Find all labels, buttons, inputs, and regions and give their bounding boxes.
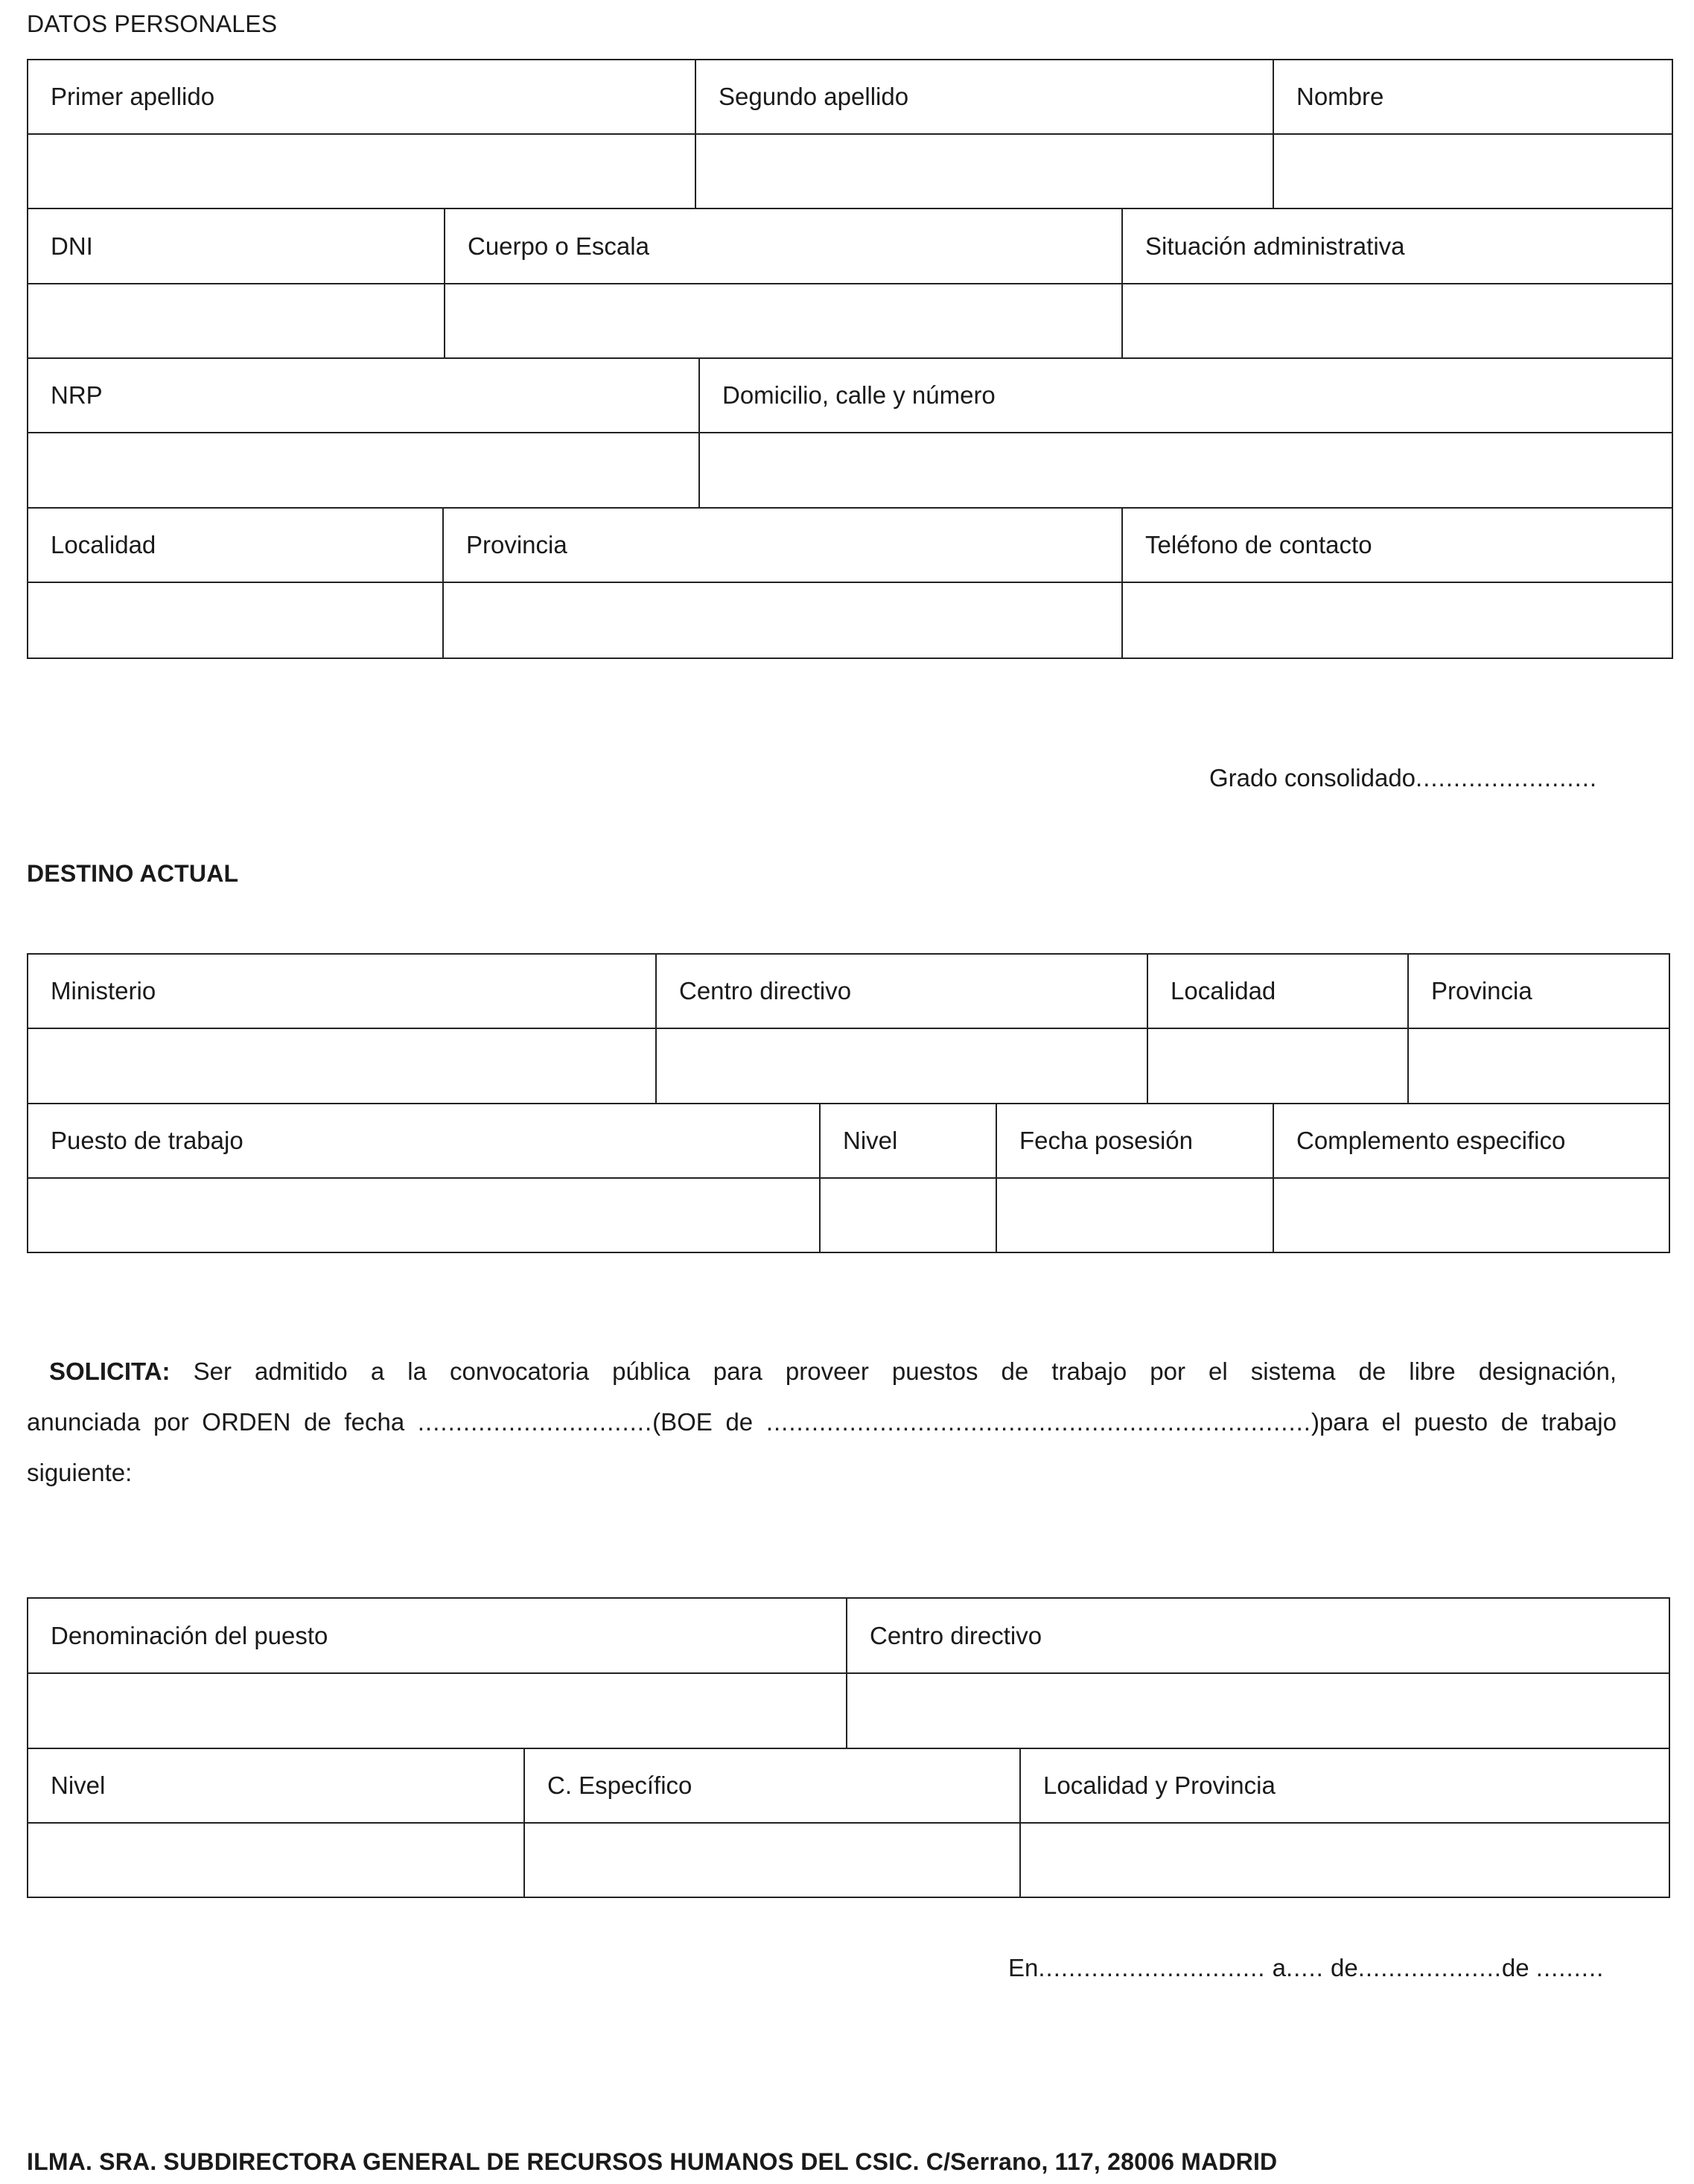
- table-row: [28, 135, 1672, 209]
- localidad-input[interactable]: [28, 583, 442, 658]
- month-field[interactable]: ...................: [1357, 1954, 1502, 1981]
- table-row: [28, 955, 1669, 1029]
- grado-consolidado-line: [1209, 764, 1597, 792]
- place-field[interactable]: ..............................: [1038, 1954, 1266, 1981]
- requested-position-table: [27, 1597, 1670, 1898]
- field-label-primer-apellido: Primer apellido: [51, 83, 215, 110]
- situacion-administrativa-input[interactable]: [1123, 284, 1672, 357]
- request-text-2b: (BOE de: [652, 1408, 754, 1436]
- grado-consolidado-label: Grado consolidado: [1209, 764, 1416, 792]
- field-label-situacion-administrativa: Situación administrativa: [1145, 232, 1405, 260]
- centro-directivo-puesto-input[interactable]: [847, 1674, 1669, 1748]
- day-field[interactable]: .....: [1285, 1954, 1324, 1981]
- field-label-nombre: Nombre: [1296, 83, 1384, 110]
- date-a-label: a: [1272, 1954, 1286, 1981]
- grado-consolidado-field[interactable]: ........................: [1416, 764, 1598, 792]
- provincia-destino-input[interactable]: [1409, 1029, 1669, 1103]
- table-row: [28, 583, 1672, 658]
- label-cell: [696, 60, 1274, 133]
- date-de-label-1: de: [1330, 1954, 1358, 1981]
- request-text-2a: anunciada por ORDEN de fecha: [27, 1408, 405, 1436]
- field-label-puesto-trabajo: Puesto de trabajo: [51, 1127, 243, 1154]
- table-row: [28, 1599, 1669, 1674]
- section-title-current: DESTINO ACTUAL: [27, 860, 239, 887]
- request-text-1: Ser admitido a la convocatoria pública para proveer puestos de trabajo por el sistema de libre designación,: [193, 1357, 1617, 1385]
- field-label-fecha-posesion: Fecha posesión: [1019, 1127, 1193, 1154]
- request-paragraph: [27, 1346, 1617, 1498]
- label-cell: [1274, 60, 1672, 133]
- ministerio-input[interactable]: [28, 1029, 655, 1103]
- nivel-input[interactable]: [821, 1179, 996, 1252]
- personal-data-table: [27, 59, 1673, 659]
- request-lead: SOLICITA:: [49, 1357, 171, 1385]
- field-label-nrp: NRP: [51, 381, 103, 409]
- field-label-nivel-puesto: Nivel: [51, 1771, 106, 1799]
- orden-fecha-field[interactable]: ...............................: [417, 1408, 653, 1436]
- telefono-input[interactable]: [1123, 583, 1672, 658]
- fecha-posesion-input[interactable]: [997, 1179, 1273, 1252]
- field-label-localidad-provincia: Localidad y Provincia: [1043, 1771, 1276, 1799]
- puesto-trabajo-input[interactable]: [28, 1179, 819, 1252]
- request-line-1: [27, 1346, 1617, 1397]
- table-row: [28, 1674, 1669, 1749]
- field-label-localidad-destino: Localidad: [1171, 977, 1276, 1005]
- dni-input[interactable]: [28, 284, 444, 357]
- field-label-centro-directivo-puesto: Centro directivo: [870, 1621, 1042, 1649]
- date-place-line: [1008, 1954, 1604, 1982]
- field-label-provincia-destino: Provincia: [1431, 977, 1532, 1005]
- boe-fecha-field[interactable]: ........................................................................: [765, 1408, 1311, 1436]
- table-row: [28, 1749, 1669, 1824]
- addressee-line: ILMA. SRA. SUBDIRECTORA GENERAL DE RECURSOS HUMANOS DEL CSIC. C/Serrano, 117, 28006 MADRID: [27, 2148, 1278, 2175]
- request-line-3: siguiente:: [27, 1459, 133, 1486]
- field-label-complemento-especifico: Complemento especifico: [1296, 1127, 1566, 1154]
- localidad-provincia-input[interactable]: [1021, 1824, 1669, 1897]
- field-label-telefono: Teléfono de contacto: [1145, 531, 1372, 558]
- field-label-localidad: Localidad: [51, 531, 156, 558]
- field-label-ministerio: Ministerio: [51, 977, 156, 1005]
- field-label-denominacion-puesto: Denominación del puesto: [51, 1621, 328, 1649]
- field-label-domicilio: Domicilio, calle y número: [722, 381, 996, 409]
- denominacion-puesto-input[interactable]: [28, 1674, 846, 1748]
- nrp-input[interactable]: [28, 433, 698, 507]
- field-label-cuerpo-escala: Cuerpo o Escala: [468, 232, 649, 260]
- table-row: [28, 509, 1672, 583]
- table-row: [28, 284, 1672, 359]
- c-especifico-input[interactable]: [525, 1824, 1019, 1897]
- table-row: [28, 60, 1672, 135]
- date-de-label-2: de: [1501, 1954, 1529, 1981]
- table-row: [28, 1179, 1669, 1252]
- nombre-input[interactable]: [1274, 135, 1672, 208]
- table-row: [28, 359, 1672, 433]
- localidad-destino-input[interactable]: [1148, 1029, 1407, 1103]
- current-position-table: [27, 953, 1670, 1253]
- nivel-puesto-input[interactable]: [28, 1824, 523, 1897]
- section-title-personal: DATOS PERSONALES: [27, 10, 278, 37]
- domicilio-input[interactable]: [700, 433, 1672, 507]
- segundo-apellido-input[interactable]: [696, 135, 1273, 208]
- request-text-2c: )para el puesto de trabajo: [1311, 1408, 1617, 1436]
- provincia-input[interactable]: [444, 583, 1121, 658]
- request-line-2: [27, 1397, 1617, 1448]
- cuerpo-escala-input[interactable]: [445, 284, 1121, 357]
- field-label-nivel: Nivel: [843, 1127, 898, 1154]
- label-cell: [28, 60, 696, 133]
- date-en-label: En: [1008, 1954, 1039, 1981]
- table-row: [28, 433, 1672, 509]
- field-label-dni: DNI: [51, 232, 93, 260]
- field-label-provincia: Provincia: [466, 531, 567, 558]
- table-row: [28, 209, 1672, 284]
- table-row: [28, 1029, 1669, 1104]
- primer-apellido-input[interactable]: [28, 135, 695, 208]
- field-label-c-especifico: C. Específico: [547, 1771, 692, 1799]
- table-row: [28, 1824, 1669, 1897]
- field-label-centro-directivo: Centro directivo: [679, 977, 852, 1005]
- year-field[interactable]: .........: [1535, 1954, 1605, 1981]
- table-row: [28, 1104, 1669, 1179]
- field-label-segundo-apellido: Segundo apellido: [719, 83, 909, 110]
- centro-directivo-input[interactable]: [657, 1029, 1147, 1103]
- complemento-especifico-input[interactable]: [1274, 1179, 1669, 1252]
